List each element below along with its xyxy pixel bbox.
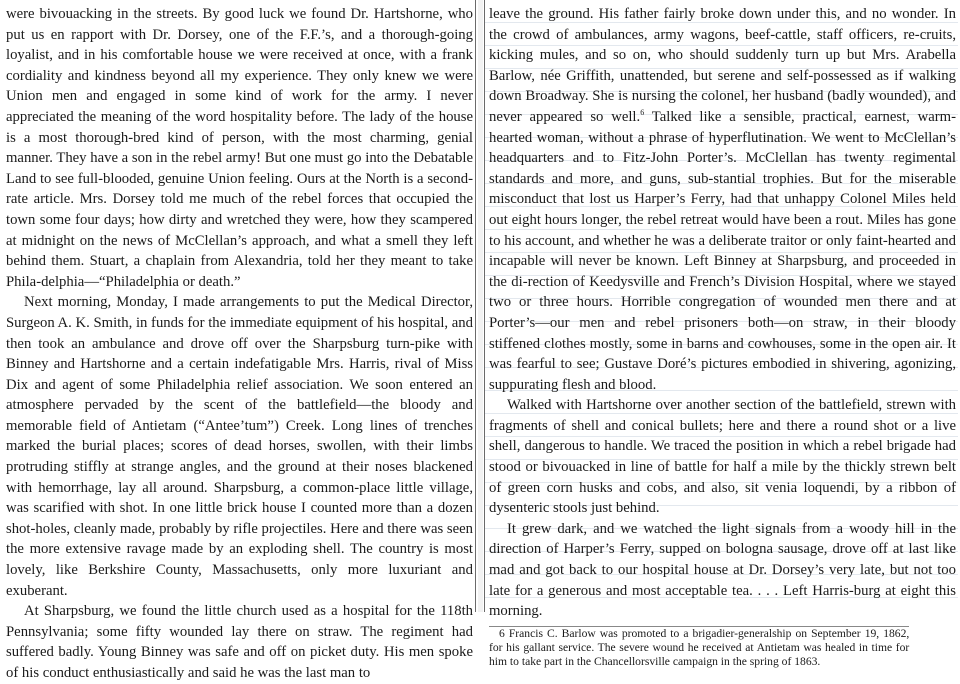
paragraph-monday-antietam: Next morning, Monday, I made arrangements to put the Medical Director, Surgeon A. K. Smith, in funds for the immediate equipment of his hospital, and then took an ambulance and drove off over the Sharpsburg turn-pike with Binney and Hartshorne and a certain indefatigable Mrs. Harris, rival of Miss Dix and agent of some Philadelphia relief association. We soon entered an atmosphere pervaded by the scent of the battlefield—the bloody and memorable field of Antietam (“Antee’tum”) Creek. Long lines of trenches marked the burial places; scores of dead horses, swollen, with their limbs protruding stiffly at strange angles, and the ground at their noses blackened with hemorrhage, lay all around. Sharpsburg, a common-place little village, was scarified with shot. In one little brick house I counted more than a dozen shot-holes, cleanly made, probably by rifle projectiles. Here and there was seen the more extensive ravage made by an exploding shell. The country is most lovely, like Berkshire County, Massachusetts, only more luxuriant and exuberant. [6,294,473,599]
paragraph-sharpsburg-church: At Sharpsburg, we found the little church used as a hospital for the 118th Pennsylvania; some fifty wounded lay there on straw. The regiment had suffered badly. Young Binney was safe and off on picket duty. His men spoke of his conduct enthusiastically and said he was the last man to [6,603,473,681]
right-column [484,0,958,668]
paragraph-light-signals: It grew dark, and we watched the light signals from a woody hill in the direction of Harper’s Ferry, supped on bologna sausage, drove off at last like mad and got back to our hospital house at Dr. Dorsey’s very late, but not too late for a generous and most acceptable tea. . . . Left Harris-burg at eight this morning. [489,520,956,620]
left-column [2,0,476,681]
paragraph-barlow-part-a: leave the ground. His father fairly broke down under this, and no wonder. In the crowd of ambulances, army wagons, beef-cattle, staff officers, re-cruits, kicking mules, and so on, who should suddenly turn up but Mrs. Arabella Barlow, née Griffith, unattended, but serene and self-possessed as if walking down Broadway. She is nursing the colonel, her husband (badly wounded), and never appeared so well. [489,6,956,125]
footnote-barlow: 6 Francis C. Barlow was promoted to a brigadier-generalship on September 19, 1862, for his gallant service. The severe wound he received at Antietam was healed in time for him to take part in the Chancellorsville campaign in the spring of 1863. [489,626,910,668]
paragraph-hartshorne-dorsey: were bivouacking in the streets. By good luck we found Dr. Hartshorne, who put us en rapport with Dr. Dorsey, one of the F.F.’s, and a thorough-going loyalist, and in his comfortable house we were received at once, with a frank cordiality and kindness beyond all my experience. They only knew we were Union men and engaged in some kind of work for the army. I never appreciated the meaning of the word hospitality before. The lady of the house is a most thorough-bred kind of person, with the most charming, genial manner. They have a son in the rebel army! But one must go into the Debatable Land to see full-blooded, genuine Union feeling. Ours at the North is a second-rate article. Mrs. Dorsey told me much of the rebel forces that occupied the town some four days; how dirty and wretched they were, how they scampered at midnight on the news of McClellan’s approach, and what a smell they left behind them. Stuart, a chaplain from Alexandria, told her they meant to take Phila-delphia—“Philadelphia or death.” [6,6,473,290]
footnote-reference: 6 [640,108,645,118]
page-gutter [478,0,483,612]
paragraph-battlefield-walk: Walked with Hartshorne over another section of the battlefield, strewn with fragments of shell and conical bullets; here and there a round shot or a live shell, dangerous to handle. We traced the position in which a rebel brigade had stood or bivouacked in line of battle for half a mile by the thickly strewn belt of green corn husks and cobs, and also, sit venia loquendi, by a ribbon of dysenteric stools just behind. [489,397,956,517]
footnote-section [489,626,909,669]
paragraph-barlow-part-b: Talked like a sensible, practical, earnest, warm-hearted woman, without a phrase of hyperflutination. We went to McClellan’s headquarters and to Fitz-John Porter’s. McClellan has twenty regimental standards and more, and guns, sub-stantial trophies. But for the miserable misconduct that lost us Harper’s Ferry, had that unhappy Colonel Miles held out eight hours longer, the rebel retreat would have been a rout. Miles has gone to his account, and whether he was a deliberate traitor or only faint-hearted and incapable will never be known. Left Binney at Sharpsburg, and proceeded in the di-rection of Keedysville and French’s Division Hospital, where we stayed two or three hours. Horrible congregation of wounded men there and at Porter’s—our men and rebel prisoners both—on straw, in their bloody stiffened clothes mostly, some in barns and cowhouses, some in the open air. It was fearful to see; Gustave Doré’s pictures embodied in shivering, agonizing, suppurating flesh and blood. [489,108,957,393]
paragraph-barlow-mcclellan [489,4,956,395]
